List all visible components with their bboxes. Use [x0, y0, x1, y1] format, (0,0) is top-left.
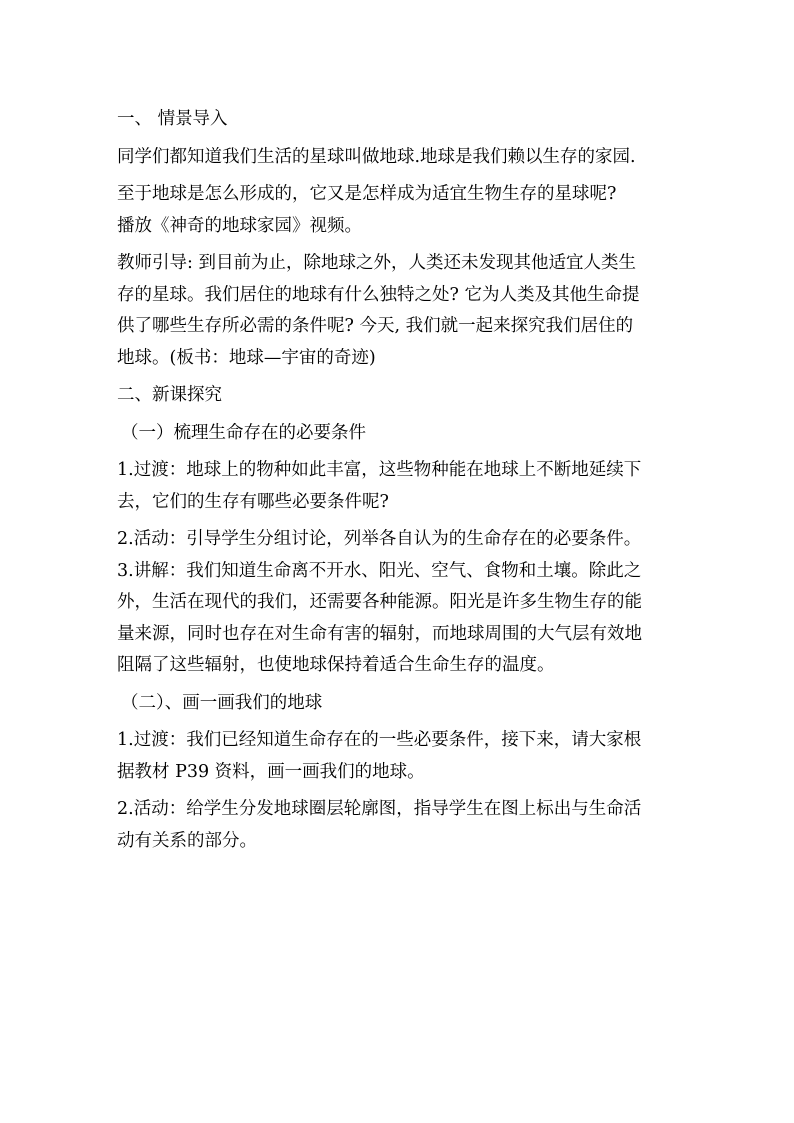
s1-item3-line-4: 阻隔了这些辐射，也使地球保持着适合生命生存的温度。 [117, 655, 555, 675]
intro-paragraph-line-2: 至于地球是怎么形成的，它又是怎样成为适宜生物生存的星球呢? [117, 184, 617, 204]
s2-item1-paragraph [117, 725, 682, 788]
s1-item3-line-3: 量来源，同时也存在对生命有害的辐射，而地球周围的大气层有效地 [117, 623, 642, 644]
teacher-guide-line-1: 教师引导: 到目前为止，除地球之外，人类还未发现其他适宜人类生 [117, 253, 636, 273]
s2-item2-line-1: 2.活动：给学生分发地球圈层轮廓图，指导学生在图上标出与生命活 [117, 799, 642, 819]
subsection-heading-1: （一）梳理生命存在的必要条件 [121, 422, 366, 443]
s2-item2-line-2: 动有关系的部分。 [117, 830, 257, 851]
s1-item1-paragraph [117, 455, 682, 518]
teacher-guide-line-4: 地球。(板书：地球—宇宙的奇迹) [117, 347, 376, 368]
s2-item2-paragraph [117, 794, 682, 857]
s1-item1-line-1: 1.过渡：地球上的物种如此丰富，这些物种能在地球上不断地延续下 [117, 460, 642, 480]
section-heading-1: 一、 情景导入 [117, 109, 228, 129]
s2-item1-line-1: 1.过渡：我们已经知道生命存在的一些必要条件，接下来，请大家根 [117, 730, 642, 750]
document-page [117, 104, 682, 857]
teacher-guide-line-2: 存的星球。我们居住的地球有什么独特之处? 它为人类及其他生命提 [117, 284, 640, 305]
s1-item3-paragraph [117, 556, 682, 682]
s1-item2-paragraph: 2.活动：引导学生分组讨论，列举各自认为的生命存在的必要条件。 [117, 529, 642, 549]
teacher-guide-paragraph [117, 248, 682, 374]
intro-paragraph-line-1: 同学们都知道我们生活的星球叫做地球.地球是我们赖以生存的家园. [117, 146, 636, 167]
intro-paragraph-line-3: 播放《神奇的地球家园》视频。 [117, 215, 362, 236]
section-heading-2: 二、新课探究 [117, 385, 222, 405]
subsection-heading-2: （二）、画一画我们的地球 [121, 692, 323, 713]
s1-item3-line-2: 外，生活在现代的我们，还需要各种能源。阳光是许多生物生存的能 [117, 592, 642, 612]
s1-item1-line-2: 去，它们的生存有哪些必要条件呢? [117, 491, 389, 512]
s1-item3-line-1: 3.讲解：我们知道生命离不开水、阳光、空气、食物和土壤。除此之 [117, 560, 642, 581]
teacher-guide-line-3: 供了哪些生存所必需的条件呢? 今天, 我们就一起来探究我们居住的 [117, 316, 634, 336]
s2-item1-line-2: 据教材 P39 资料，画一画我们的地球。 [117, 761, 425, 782]
